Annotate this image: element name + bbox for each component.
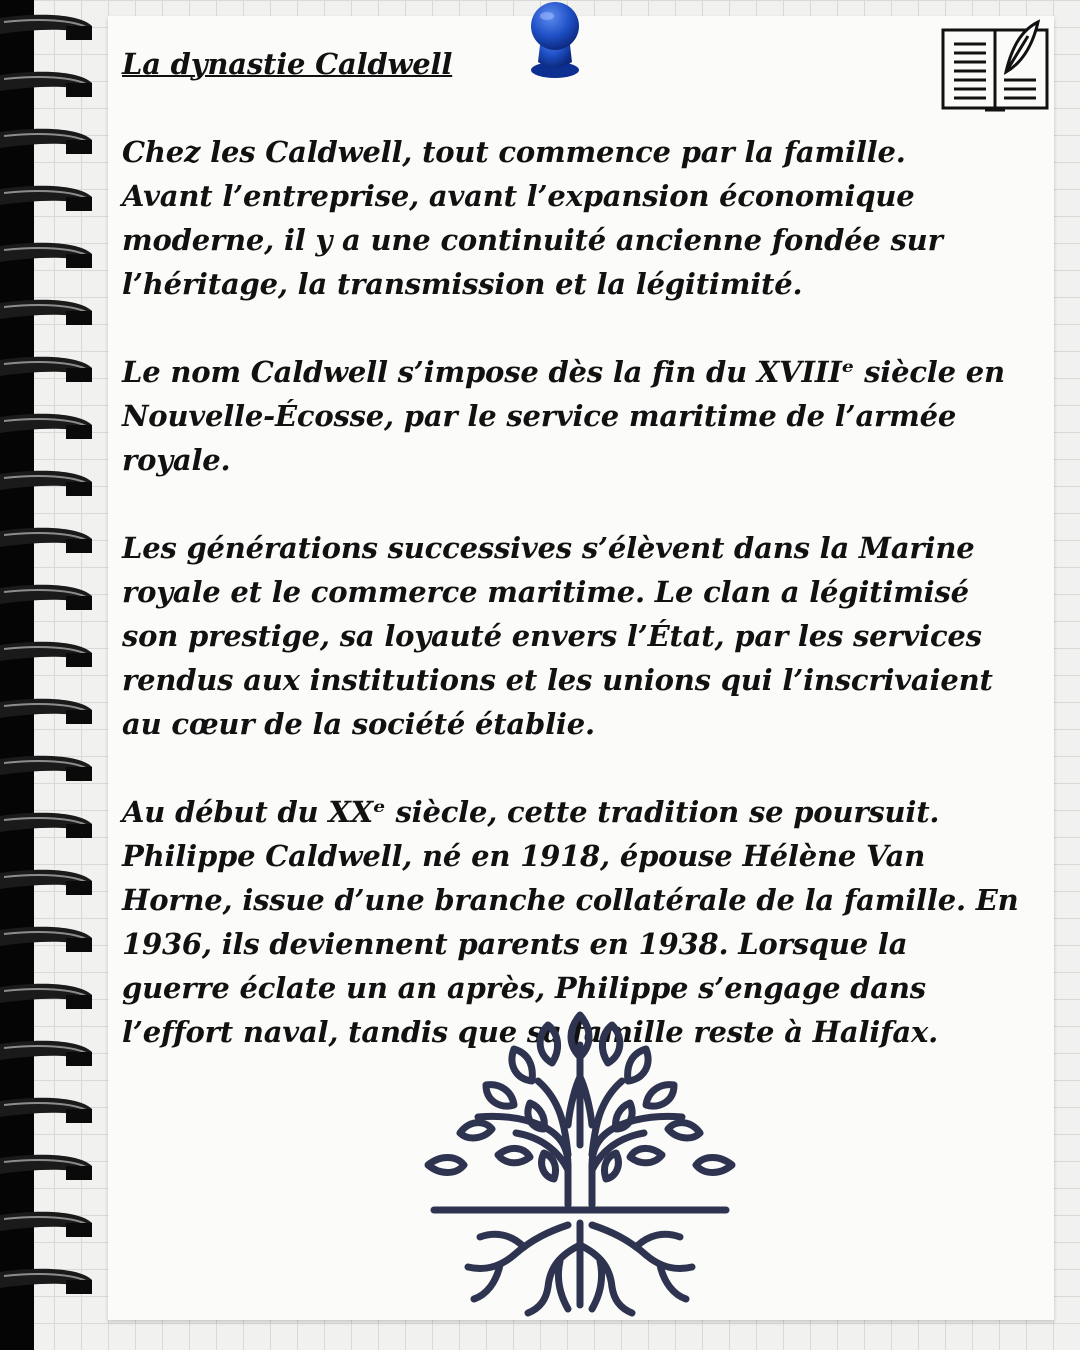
binding-ring bbox=[0, 186, 92, 211]
binding-ring bbox=[0, 870, 92, 895]
binding-ring bbox=[0, 414, 92, 439]
paragraph-1: Chez les Caldwell, tout commence par la famille. Avant l’entreprise, avant l’expansion économique moderne, il y a une continuité ancienne fondée sur l’héritage, la transmission et la légitimité. bbox=[122, 135, 943, 301]
spiral-binding bbox=[0, 0, 110, 1350]
paragraph-4: Au début du XXᵉ siècle, cette tradition se poursuit. Philippe Caldwell, né en 1918, épouse Hélène Van Horne, issue d’une branche collatérale de la famille. En 1936, ils deviennent parents en 1938. Lorsque la guerre éclate un an après, Philippe s’engage dans l’effort naval, tandis que sa famille reste à Halifax. bbox=[122, 795, 1019, 1049]
binding-ring bbox=[0, 72, 92, 97]
open-book-quill-icon bbox=[940, 18, 1052, 114]
binding-ring bbox=[0, 1041, 92, 1066]
binding-ring bbox=[0, 1155, 92, 1180]
binding-ring bbox=[0, 129, 92, 154]
binding-ring bbox=[0, 15, 92, 40]
binding-ring bbox=[0, 1212, 92, 1237]
binding-ring bbox=[0, 756, 92, 781]
family-tree-roots-icon bbox=[420, 1005, 740, 1325]
push-pin-icon bbox=[520, 0, 590, 80]
page-title: La dynastie Caldwell bbox=[122, 47, 453, 81]
binding-ring bbox=[0, 300, 92, 325]
binding-ring bbox=[0, 1098, 92, 1123]
binding-ring bbox=[0, 984, 92, 1009]
binding-ring bbox=[0, 927, 92, 952]
binding-ring bbox=[0, 471, 92, 496]
binding-ring bbox=[0, 243, 92, 268]
binding-ring bbox=[0, 699, 92, 724]
binding-ring bbox=[0, 813, 92, 838]
binding-ring bbox=[0, 585, 92, 610]
page-content bbox=[122, 42, 1022, 1098]
binding-ring bbox=[0, 642, 92, 667]
binding-ring bbox=[0, 1269, 92, 1294]
paragraph-2: Le nom Caldwell s’impose dès la fin du XVIIIᵉ siècle en Nouvelle-Écosse, par le service maritime de l’armée royale. bbox=[122, 355, 1005, 477]
paragraph-3: Les générations successives s’élèvent dans la Marine royale et le commerce maritime. Le clan a légitimisé son prestige, sa loyauté envers l’État, par les services rendus aux institutions et les unions qui l’inscrivaient au cœur de la société établie. bbox=[122, 531, 993, 741]
binding-ring bbox=[0, 528, 92, 553]
binding-ring bbox=[0, 357, 92, 382]
